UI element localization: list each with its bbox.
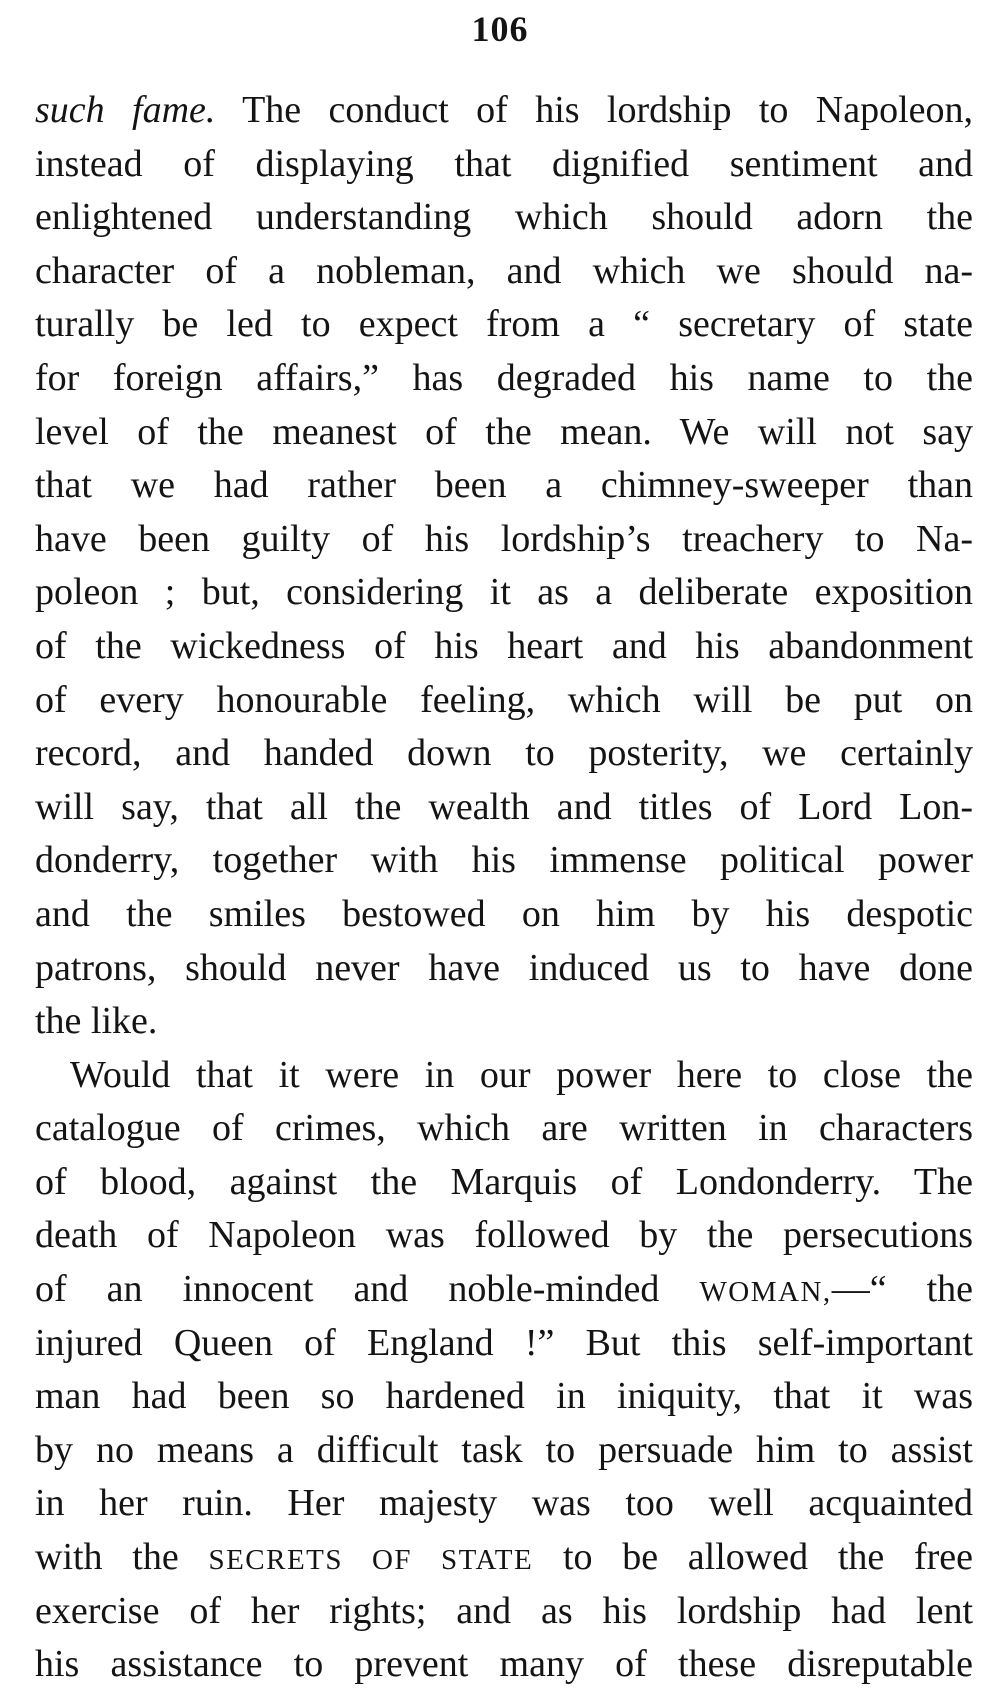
text-span: with the [35,1536,209,1579]
text-line: turally be led to expect from a “ secretary of state [35,303,973,346]
text-line [35,1263,973,1317]
text-span: —“ the [831,1268,974,1311]
text-line: donderry, together with his immense political power [35,839,973,882]
paragraph [35,1049,973,1692]
text-line: enlightened understanding which should adorn the [35,196,973,239]
text-line [35,84,973,138]
text-line: man had been so hardened in iniquity, that it was [35,1375,973,1418]
text-line: have been guilty of his lordship’s treachery to Na- [35,517,973,560]
text-line: instead of displaying that dignified sentiment and [35,142,973,185]
text-line [35,1531,973,1585]
small-caps-phrase: SECRETS OF STATE [208,1544,534,1577]
text-line: patrons, should never have induced us to have done [35,946,973,989]
small-caps-word: WOMAN, [699,1276,832,1309]
text-line: catalogue of crimes, which are written in characters [35,1107,973,1150]
text-line: Would that it were in our power here to close the [70,1053,973,1096]
page-number: 106 [471,9,529,49]
text-line: record, and handed down to posterity, we certainly [35,732,973,775]
text-line: that we had rather been a chimney-sweeper than [35,464,973,507]
text-span: The conduct of his lordship to Napoleon, [215,89,973,131]
paragraph [35,84,973,1049]
text-line: and the smiles bestowed on him by his despotic [35,892,973,935]
text-line: his assistance to prevent many of these disreputable [35,1643,973,1686]
text-line: character of a nobleman, and which we should na- [35,249,973,292]
text-line: exercise of her rights; and as his lordship had lent [35,1589,973,1632]
text-span: of an innocent and noble-minded [35,1268,700,1311]
text-line: of the wickedness of his heart and his abandonment [35,624,973,667]
text-line: of every honourable feeling, which will be put on [35,678,973,721]
text-line: will say, that all the wealth and titles of Lord Lon- [35,785,973,828]
text-line: the like. [35,1000,158,1043]
italic-phrase: such fame. [35,89,216,131]
text-line: of blood, against the Marquis of Londonderry. The [35,1160,973,1203]
body-text [35,84,973,1692]
text-span: to be allowed the free [533,1536,973,1579]
text-line: for foreign affairs,” has degraded his name to the [35,356,973,399]
text-line: level of the meanest of the mean. We will not say [35,410,973,453]
text-line: death of Napoleon was followed by the persecutions [35,1214,973,1257]
text-line: injured Queen of England !” But this self-important [35,1321,973,1364]
text-line: poleon ; but, considering it as a deliberate exposition [35,571,973,614]
text-line: in her ruin. Her majesty was too well acquainted [35,1482,973,1525]
text-line: by no means a difficult task to persuade him to assist [35,1428,973,1471]
